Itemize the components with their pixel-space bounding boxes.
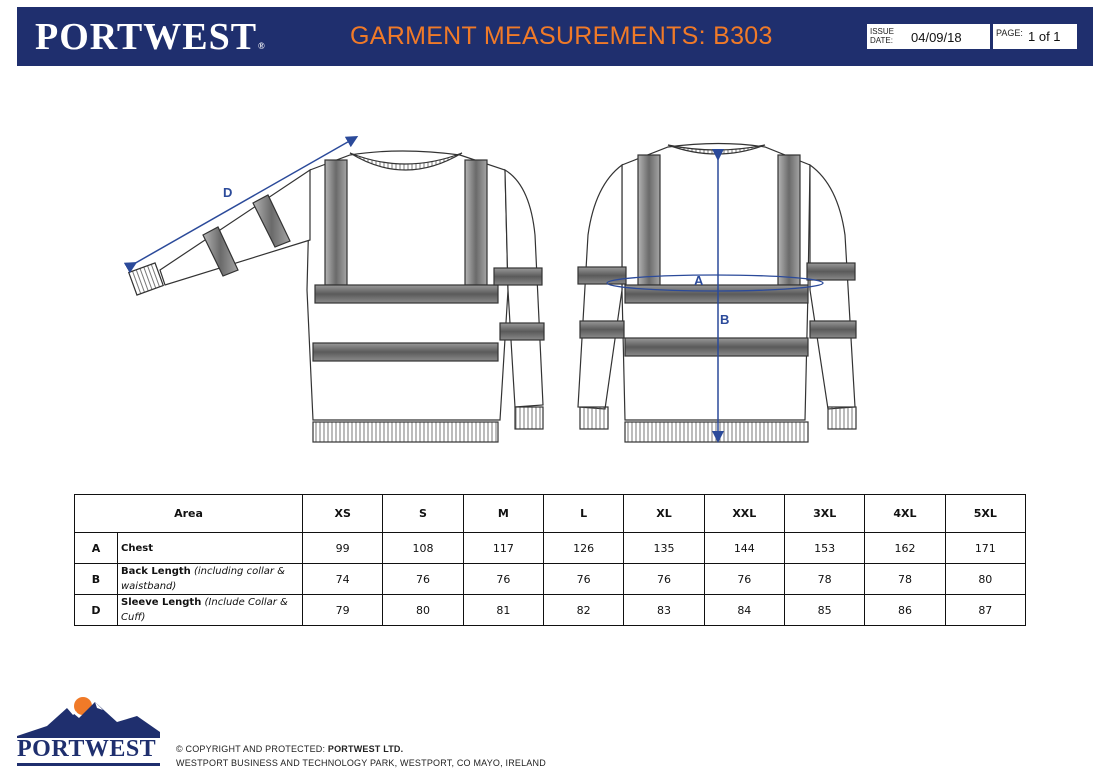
size-header: 5XL (945, 495, 1025, 533)
cell-value: 85 (784, 595, 864, 626)
area-header: Area (75, 495, 303, 533)
issue-date-label: ISSUE DATE: (870, 27, 895, 45)
row-code: B (75, 564, 118, 595)
footer-logo (17, 688, 160, 768)
row-area: Chest (118, 533, 303, 564)
cell-value: 126 (544, 533, 624, 564)
size-header: 3XL (784, 495, 864, 533)
cell-value: 74 (303, 564, 383, 595)
copyright-notice: © COPYRIGHT AND PROTECTED: PORTWEST LTD. WESTPORT BUSINESS AND TECHNOLOGY PARK, WESTPORT, CO MAYO, IRELAND (176, 744, 546, 768)
cell-value: 135 (624, 533, 704, 564)
cell-value: 84 (704, 595, 784, 626)
issue-date-box (867, 24, 990, 49)
company-address: WESTPORT BUSINESS AND TECHNOLOGY PARK, WESTPORT, CO MAYO, IRELAND (176, 758, 546, 768)
footer-logo-underline (17, 763, 160, 766)
cell-value: 76 (704, 564, 784, 595)
cell-value: 78 (865, 564, 945, 595)
brand-logo: PORTWEST® (35, 16, 266, 58)
cell-value: 76 (383, 564, 463, 595)
cell-value: 76 (544, 564, 624, 595)
cell-value: 80 (945, 564, 1025, 595)
cell-value: 108 (383, 533, 463, 564)
size-header: 4XL (865, 495, 945, 533)
page-box (993, 24, 1077, 49)
header-bar (17, 7, 1093, 66)
front-view (129, 151, 544, 442)
cell-value: 117 (463, 533, 543, 564)
cell-value: 87 (945, 595, 1025, 626)
row-code: A (75, 533, 118, 564)
size-header: L (544, 495, 624, 533)
size-header: M (463, 495, 543, 533)
table-row (75, 564, 1026, 595)
label-b: B (720, 312, 730, 327)
cell-value: 153 (784, 533, 864, 564)
label-a: A (694, 273, 704, 288)
page-label: PAGE: (996, 28, 1023, 38)
back-view (578, 144, 856, 443)
cell-value: 144 (704, 533, 784, 564)
table-row (75, 533, 1026, 564)
cell-value: 82 (544, 595, 624, 626)
cell-value: 79 (303, 595, 383, 626)
cell-value: 83 (624, 595, 704, 626)
row-code: D (75, 595, 118, 626)
issue-date-value: 04/09/18 (911, 30, 962, 45)
table-header-row (75, 495, 1026, 533)
document-title: GARMENT MEASUREMENTS: B303 (350, 22, 773, 50)
cell-value: 78 (784, 564, 864, 595)
page-value: 1 of 1 (1028, 29, 1061, 44)
row-area: Back Length (including collar & waistband) (118, 564, 303, 595)
cell-value: 86 (865, 595, 945, 626)
mountain-icon (17, 688, 160, 738)
size-header: XXL (704, 495, 784, 533)
label-d: D (223, 185, 233, 200)
table-row (75, 595, 1026, 626)
row-area: Sleeve Length (Include Collar & Cuff) (118, 595, 303, 626)
size-header: XL (624, 495, 704, 533)
cell-value: 80 (383, 595, 463, 626)
measurements-table (74, 494, 1026, 626)
cell-value: 76 (624, 564, 704, 595)
cell-value: 162 (865, 533, 945, 564)
cell-value: 76 (463, 564, 543, 595)
cell-value: 99 (303, 533, 383, 564)
cell-value: 171 (945, 533, 1025, 564)
cell-value: 81 (463, 595, 543, 626)
size-header: S (383, 495, 463, 533)
size-header: XS (303, 495, 383, 533)
footer-logo-word: PORTWEST (17, 736, 157, 762)
garment-diagram (110, 125, 870, 455)
